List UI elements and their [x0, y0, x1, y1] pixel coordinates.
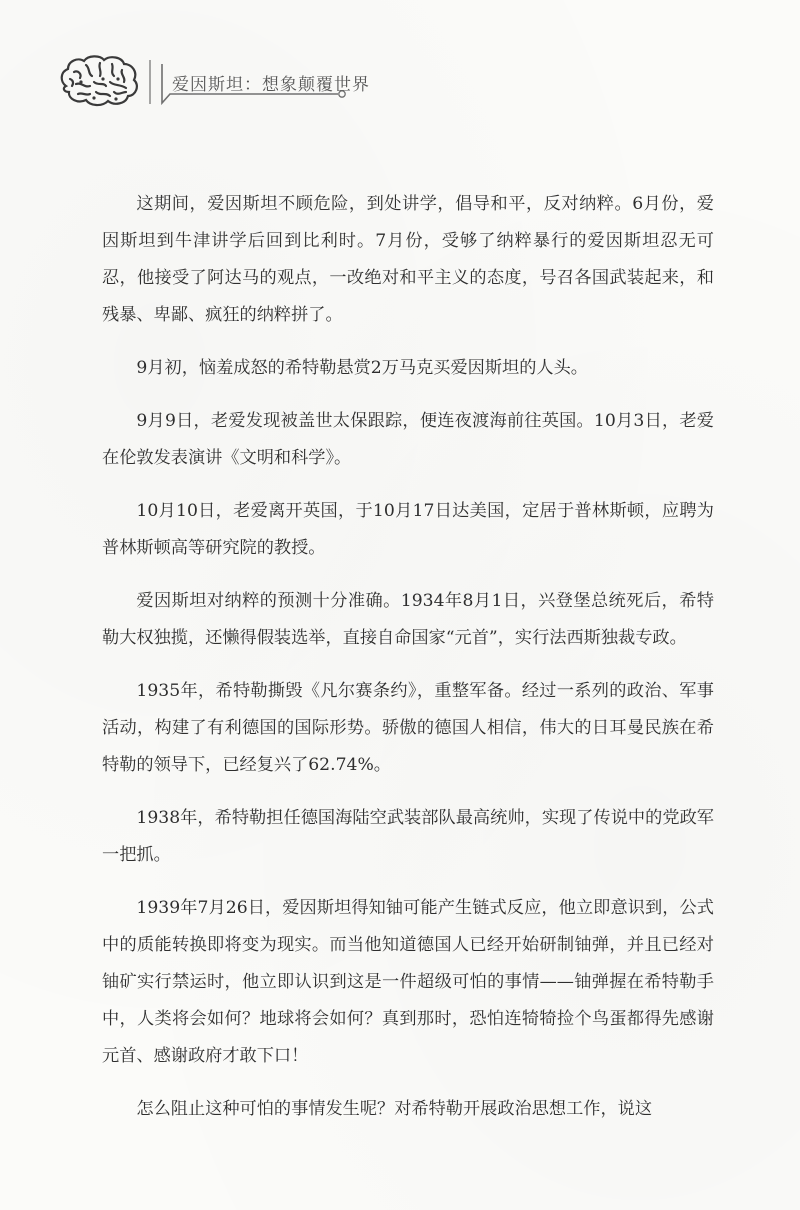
body-text [102, 186, 714, 1128]
paragraph: 1939年7月26日，爱因斯坦得知铀可能产生链式反应，他立即意识到，公式中的质能转换即将变为现实。而当他知道德国人已经开始研制铀弹，并且已经对铀矿实行禁运时，他立即认识到这是一件超级可怕的事情——铀弹握在希特勒手中，人类将会如何？地球将会如何？真到那时，恐怕连犄犄捡个鸟蛋都得先感谢元首、感谢政府才敢下口！ [102, 898, 714, 1066]
paragraph: 爱因斯坦对纳粹的预测十分准确。1934年8月1日，兴登堡总统死后，希特勒大权独揽，还懒得假装选举，直接自命国家“元首”，实行法西斯独裁专政。 [102, 591, 714, 648]
paragraph: 9月9日，老爱发现被盖世太保跟踪，便连夜渡海前往英国。10月3日，老爱在伦敦发表演讲《文明和科学》。 [102, 411, 714, 468]
paragraph: 怎么阻止这种可怕的事情发生呢？对希特勒开展政治思想工作，说这 [136, 1099, 653, 1119]
header-rule [0, 0, 800, 120]
running-head-title: 爱因斯坦：想象颠覆世界 [172, 75, 370, 95]
paragraph: 1935年，希特勒撕毁《凡尔赛条约》，重整军备。经过一系列的政治、军事活动，构建了有利德国的国际形势。骄傲的德国人相信，伟大的日耳曼民族在希特勒的领导下，已经复兴了62.74%。 [102, 681, 714, 775]
page-header [0, 0, 800, 120]
paragraph: 10月10日，老爱离开英国，于10月17日达美国，定居于普林斯顿，应聘为普林斯顿高等研究院的教授。 [102, 501, 714, 558]
paragraph: 这期间，爱因斯坦不顾危险，到处讲学，倡导和平，反对纳粹。6月份，爱因斯坦到牛津讲学后回到比利时。7月份，受够了纳粹暴行的爱因斯坦忍无可忍，他接受了阿达马的观点，一改绝对和平主义的态度，号召各国武装起来，和残暴、卑鄙、疯狂的纳粹拼了。 [102, 194, 714, 325]
paragraph: 1938年，希特勒担任德国海陆空武装部队最高统帅，实现了传说中的党政军一把抓。 [102, 808, 714, 865]
paragraph: 9月初，恼羞成怒的希特勒悬赏2万马克买爱因斯坦的人头。 [136, 358, 588, 378]
